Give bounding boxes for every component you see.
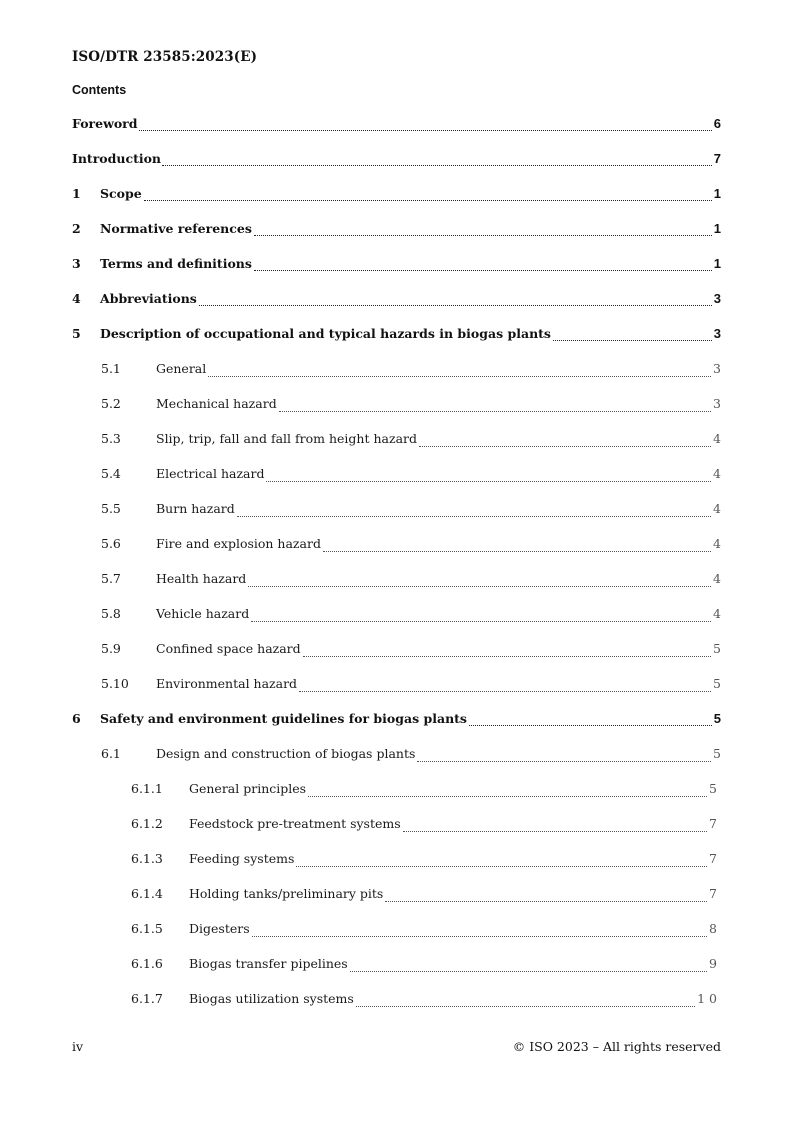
- toc-dot-leader: [553, 340, 712, 341]
- toc-dot-leader: [419, 446, 711, 447]
- toc-dot-leader: [350, 971, 707, 972]
- toc-entry-page: 5: [713, 711, 721, 726]
- toc-dot-leader: [162, 165, 712, 166]
- toc-entry-number: 6.1.1: [131, 781, 163, 796]
- toc-entry[interactable]: [101, 746, 721, 766]
- toc-entry-title: Foreword: [72, 116, 138, 131]
- toc-entry[interactable]: [101, 676, 721, 696]
- toc-entry-page: 4: [713, 501, 721, 516]
- toc-entry[interactable]: [101, 431, 721, 451]
- toc-entry-number: 6.1.2: [131, 816, 163, 831]
- toc-entry-number: 2: [72, 221, 81, 236]
- toc-entry-title: Abbreviations: [100, 291, 197, 306]
- toc-entry-title: Digesters: [189, 921, 250, 936]
- toc-entry-title: General: [156, 361, 207, 376]
- toc-dot-leader: [303, 656, 711, 657]
- toc-entry-number: 3: [72, 256, 81, 271]
- toc-entry[interactable]: [72, 221, 721, 241]
- toc-entry-page: 4: [713, 466, 721, 481]
- toc-entry-page: 9: [709, 956, 721, 971]
- toc-entry-number: 1: [72, 186, 81, 201]
- toc-dot-leader: [323, 551, 711, 552]
- toc-entry-title: Health hazard: [156, 571, 247, 586]
- toc-entry[interactable]: [101, 641, 721, 661]
- toc-entry-title: Terms and definitions: [100, 256, 252, 271]
- toc-entry-title: Design and construction of biogas plants: [156, 746, 416, 761]
- toc-entry[interactable]: [131, 851, 721, 871]
- toc-entry[interactable]: [131, 886, 721, 906]
- toc-entry-page: 3: [713, 396, 721, 411]
- contents-heading: Contents: [72, 83, 127, 97]
- toc-entry-number: 6.1: [101, 746, 121, 761]
- toc-dot-leader: [417, 761, 711, 762]
- toc-entry-number: 5.1: [101, 361, 121, 376]
- footer-page-number: iv: [72, 1039, 84, 1054]
- toc-entry-page: 4: [713, 536, 721, 551]
- toc-entry-number: 6.1.7: [131, 991, 163, 1006]
- toc-entry-title: Feeding systems: [189, 851, 295, 866]
- toc-entry-page: 1: [713, 186, 721, 201]
- toc-entry-title: Electrical hazard: [156, 466, 265, 481]
- toc-entry[interactable]: [101, 396, 721, 416]
- toc-entry-title: Burn hazard: [156, 501, 235, 516]
- toc-entry[interactable]: [131, 921, 721, 941]
- toc-entry-number: 6.1.4: [131, 886, 163, 901]
- toc-dot-leader: [469, 725, 712, 726]
- toc-entry-title: Slip, trip, fall and fall from height hazard: [156, 431, 417, 446]
- toc-entry[interactable]: [131, 816, 721, 836]
- toc-entry-number: 5.5: [101, 501, 121, 516]
- toc-entry-page: 7: [713, 151, 721, 166]
- toc-entry[interactable]: [72, 116, 721, 136]
- toc-entry-number: 4: [72, 291, 81, 306]
- toc-entry[interactable]: [101, 501, 721, 521]
- toc-dot-leader: [385, 901, 707, 902]
- document-id: ISO/DTR 23585:2023(E): [72, 49, 258, 65]
- toc-entry-number: 5.4: [101, 466, 121, 481]
- toc-entry-page: 1: [713, 256, 721, 271]
- toc-entry-number: 5.9: [101, 641, 121, 656]
- toc-dot-leader: [254, 270, 712, 271]
- toc-dot-leader: [266, 481, 711, 482]
- toc-entry-page: 7: [709, 816, 721, 831]
- toc-entry[interactable]: [101, 571, 721, 591]
- toc-dot-leader: [279, 411, 711, 412]
- toc-entry-title: Mechanical hazard: [156, 396, 277, 411]
- toc-entry[interactable]: [72, 711, 721, 731]
- toc-entry-page: 5: [713, 641, 721, 656]
- toc-entry[interactable]: [101, 361, 721, 381]
- toc-dot-leader: [403, 831, 707, 832]
- toc-dot-leader: [144, 200, 712, 201]
- toc-entry-title: Confined space hazard: [156, 641, 301, 656]
- toc-dot-leader: [299, 691, 711, 692]
- toc-entry[interactable]: [131, 991, 721, 1011]
- toc-entry-number: 5.6: [101, 536, 121, 551]
- toc-entry-page: 5: [709, 781, 721, 796]
- toc-entry[interactable]: [101, 466, 721, 486]
- toc-entry-title: Safety and environment guidelines for biogas plants: [100, 711, 467, 726]
- toc-dot-leader: [254, 235, 712, 236]
- toc-entry-page: 4: [713, 431, 721, 446]
- toc-entry-number: 6.1.3: [131, 851, 163, 866]
- footer-copyright: © ISO 2023 – All rights reserved: [512, 1039, 721, 1054]
- toc-entry-title: Description of occupational and typical hazards in biogas plants: [100, 326, 551, 341]
- toc-entry-number: 5.3: [101, 431, 121, 446]
- toc-entry[interactable]: [72, 186, 721, 206]
- toc-dot-leader: [252, 936, 707, 937]
- toc-entry[interactable]: [131, 781, 721, 801]
- toc-entry-number: 5: [72, 326, 81, 341]
- toc-dot-leader: [356, 1006, 695, 1007]
- toc-entry-number: 5.10: [101, 676, 129, 691]
- toc-entry-number: 5.8: [101, 606, 121, 621]
- toc-entry-title: Introduction: [72, 151, 162, 166]
- toc-dot-leader: [251, 621, 711, 622]
- toc-entry-page: 8: [709, 921, 721, 936]
- toc-entry-page: 3: [713, 291, 721, 306]
- toc-entry-title: Vehicle hazard: [156, 606, 250, 621]
- toc-entry[interactable]: [101, 536, 721, 556]
- toc-entry-page: 5: [713, 676, 721, 691]
- toc-entry[interactable]: [131, 956, 721, 976]
- toc-entry[interactable]: [72, 326, 721, 346]
- toc-entry-number: 6.1.6: [131, 956, 163, 971]
- toc-entry-number: 5.2: [101, 396, 121, 411]
- toc-dot-leader: [296, 866, 707, 867]
- toc-entry-page: 6: [713, 116, 721, 131]
- toc-entry-title: Fire and explosion hazard: [156, 536, 321, 551]
- toc-entry-page: 3: [713, 361, 721, 376]
- toc-entry-page: 4: [713, 606, 721, 621]
- toc-entry-title: Biogas utilization systems: [189, 991, 354, 1006]
- toc-dot-leader: [139, 130, 712, 131]
- toc-entry-title: Normative references: [100, 221, 252, 236]
- toc-entry-number: 6.1.5: [131, 921, 163, 936]
- toc-dot-leader: [199, 305, 712, 306]
- toc-entry[interactable]: [72, 256, 721, 276]
- toc-entry-title: Scope: [100, 186, 142, 201]
- toc-entry-page: 5: [713, 746, 721, 761]
- toc-entry-page: 10: [697, 991, 721, 1006]
- toc-entry-number: 5.7: [101, 571, 121, 586]
- toc-entry[interactable]: [72, 291, 721, 311]
- toc-entry-title: Environmental hazard: [156, 676, 298, 691]
- toc-entry-page: 7: [709, 851, 721, 866]
- toc-entry[interactable]: [101, 606, 721, 626]
- toc-entry-page: 4: [713, 571, 721, 586]
- toc-entry-number: 6: [72, 711, 81, 726]
- toc-entry-page: 1: [713, 221, 721, 236]
- toc-entry-title: Holding tanks/preliminary pits: [189, 886, 384, 901]
- toc-entry-title: Biogas transfer pipelines: [189, 956, 348, 971]
- toc-dot-leader: [237, 516, 711, 517]
- toc-dot-leader: [308, 796, 707, 797]
- toc-dot-leader: [208, 376, 711, 377]
- toc-entry-page: 3: [713, 326, 721, 341]
- toc-entry[interactable]: [72, 151, 721, 171]
- toc-entry-title: General principles: [189, 781, 307, 796]
- toc-entry-title: Feedstock pre-treatment systems: [189, 816, 401, 831]
- toc-entry-page: 7: [709, 886, 721, 901]
- toc-dot-leader: [248, 586, 711, 587]
